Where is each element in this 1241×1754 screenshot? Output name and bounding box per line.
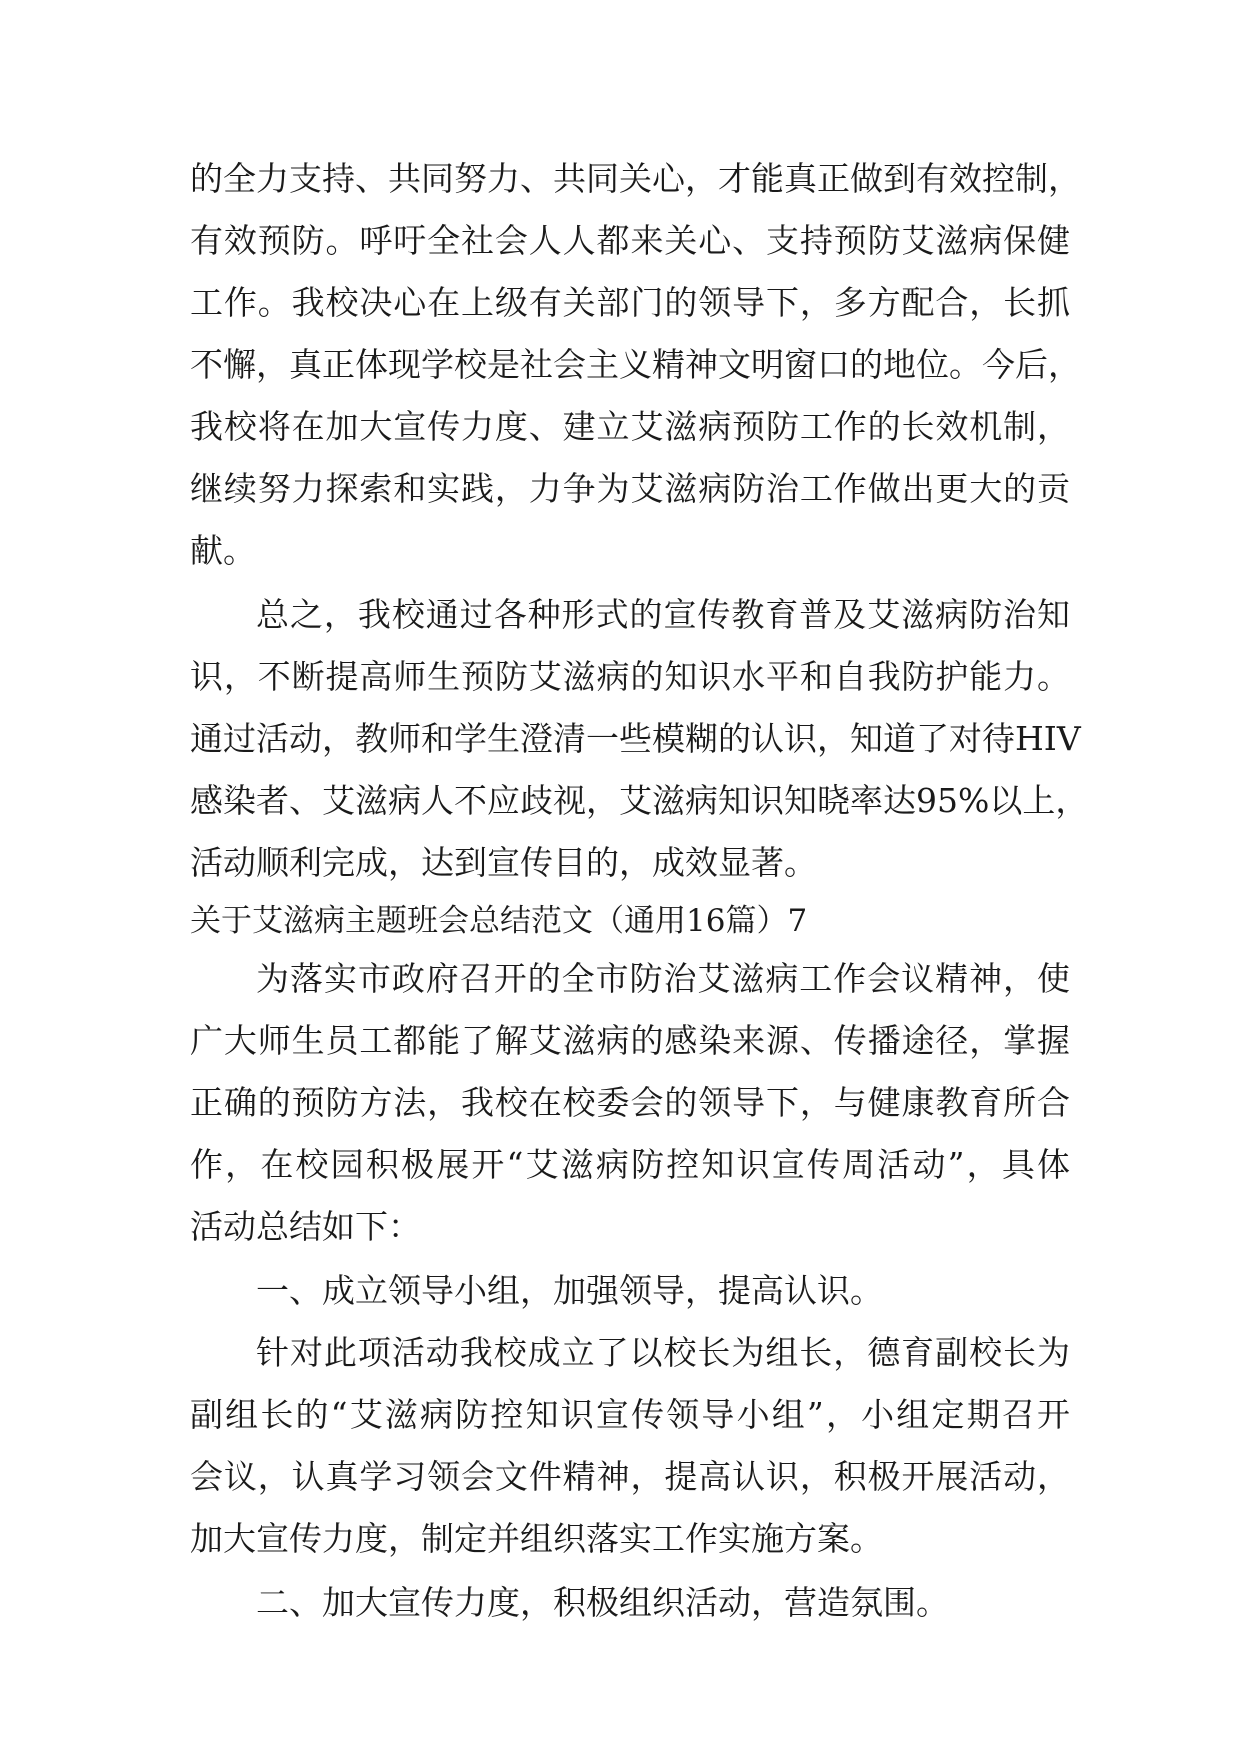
section-subheading: 一、成立领导小组，加强领导，提高认识。	[256, 1271, 883, 1310]
paragraph-line: 我校将在加大宣传力度、建立艾滋病预防工作的长效机制，	[190, 407, 1070, 446]
paragraph-line: 广大师生员工都能了解艾滋病的感染来源、传播途径，掌握	[190, 1021, 1070, 1060]
section-heading: 关于艾滋病主题班会总结范文（通用16篇）7	[190, 903, 808, 939]
paragraph-line: 活动顺利完成，达到宣传目的，成效显著。	[190, 843, 817, 882]
paragraph-line: 献。	[190, 531, 256, 570]
paragraph-line: 作，在校园积极展开“艾滋病防控知识宣传周活动”，具体	[190, 1145, 1070, 1184]
paragraph-line: 加大宣传力度，制定并组织落实工作实施方案。	[190, 1519, 883, 1558]
paragraph-line: 活动总结如下：	[190, 1207, 421, 1246]
paragraph-line: 会议，认真学习领会文件精神，提高认识，积极开展活动，	[190, 1457, 1070, 1496]
paragraph-line: 不懈，真正体现学校是社会主义精神文明窗口的地位。今后，	[190, 345, 1081, 384]
paragraph-line: 正确的预防方法，我校在校委会的领导下，与健康教育所合	[190, 1083, 1070, 1122]
section-subheading: 二、加大宣传力度，积极组织活动，营造氛围。	[256, 1583, 949, 1622]
paragraph-line: 总之，我校通过各种形式的宣传教育普及艾滋病防治知	[256, 595, 1070, 634]
paragraph-line: 识，不断提高师生预防艾滋病的知识水平和自我防护能力。	[190, 657, 1070, 696]
paragraph-line: 工作。我校决心在上级有关部门的领导下，多方配合，长抓	[190, 283, 1070, 322]
paragraph-line: 针对此项活动我校成立了以校长为组长，德育副校长为	[256, 1333, 1070, 1372]
paragraph-line: 感染者、艾滋病人不应歧视，艾滋病知识知晓率达95%以上，	[190, 781, 1089, 820]
paragraph-line: 副组长的“艾滋病防控知识宣传领导小组”，小组定期召开	[190, 1395, 1070, 1434]
paragraph-line: 通过活动，教师和学生澄清一些模糊的认识，知道了对待HIV	[190, 719, 1081, 758]
paragraph-line: 的全力支持、共同努力、共同关心，才能真正做到有效控制，	[190, 159, 1081, 198]
paragraph-line: 为落实市政府召开的全市防治艾滋病工作会议精神，使	[256, 959, 1070, 998]
paragraph-line: 继续努力探索和实践，力争为艾滋病防治工作做出更大的贡	[190, 469, 1070, 508]
paragraph-line: 有效预防。呼吁全社会人人都来关心、支持预防艾滋病保健	[190, 221, 1070, 260]
